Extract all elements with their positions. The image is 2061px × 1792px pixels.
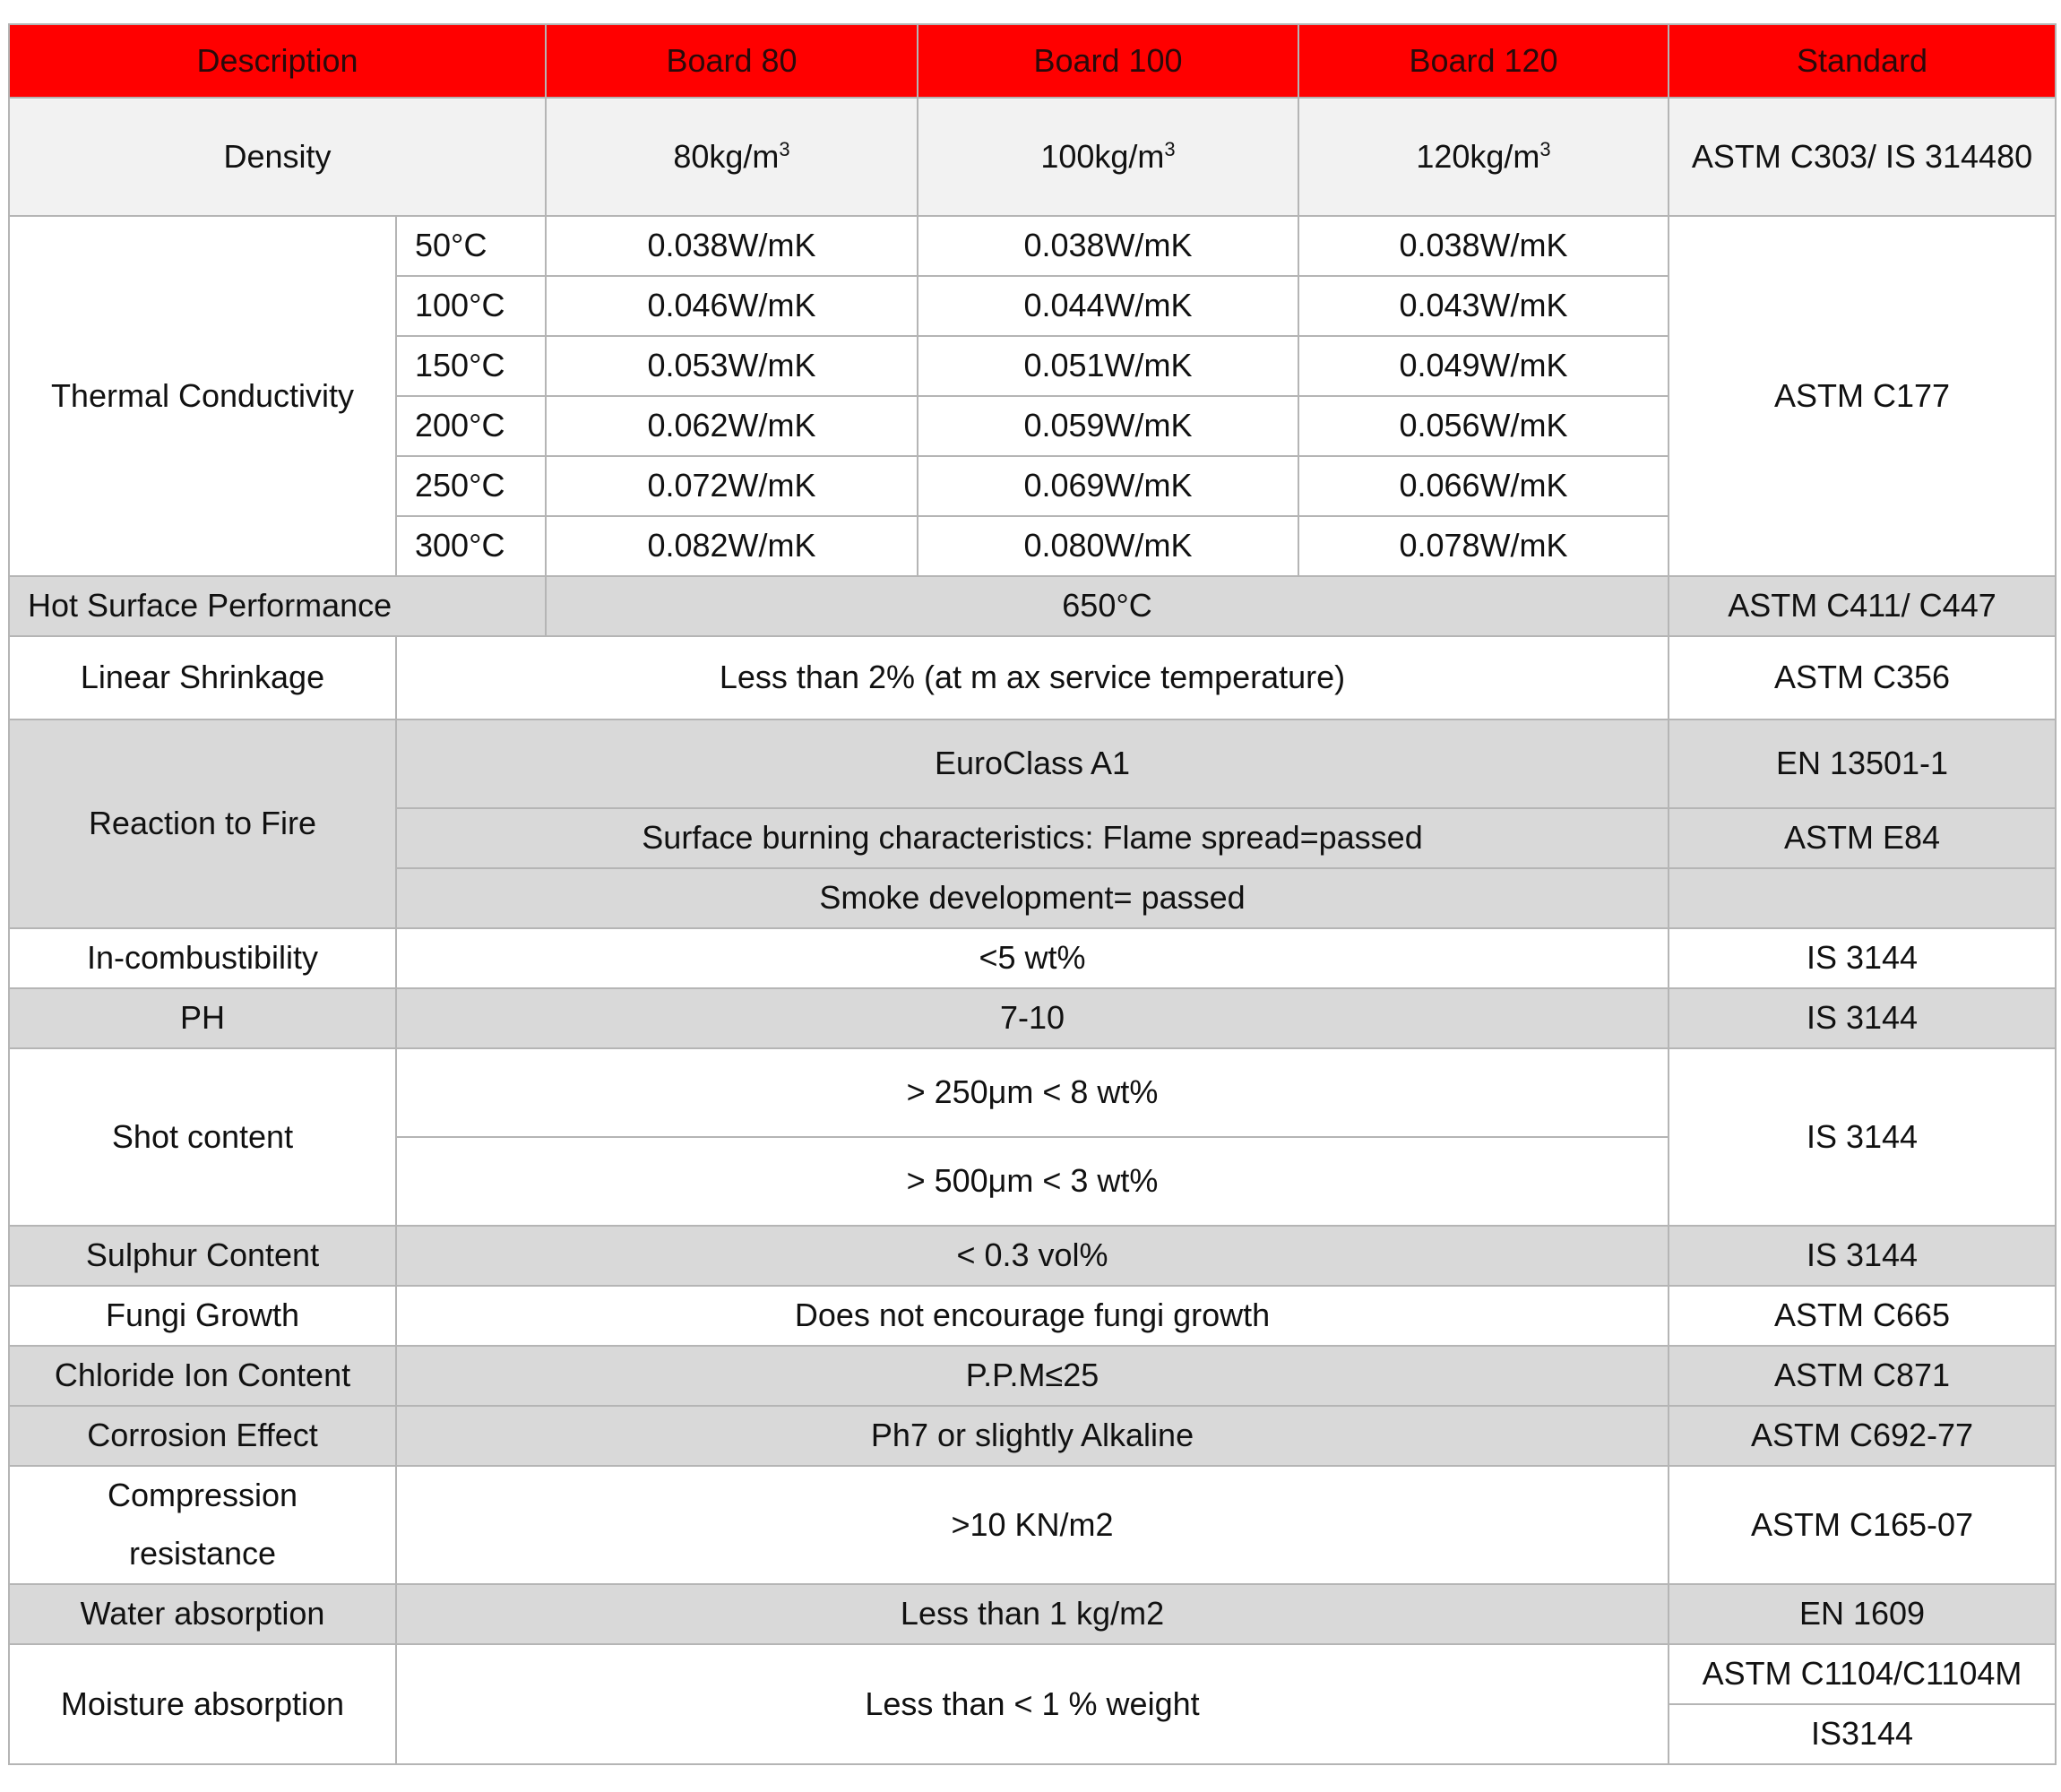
thermal-board-120: 0.038W/mK <box>1298 216 1669 276</box>
density-board-100: $100kg/m^3$ <box>918 98 1298 216</box>
incombustibility-value: <5 wt% <box>396 928 1669 988</box>
sulphur-standard: IS 3144 <box>1669 1226 2056 1286</box>
chloride-value: P.P.M≤25 <box>396 1346 1669 1406</box>
corrosion-standard: ASTM C692-77 <box>1669 1406 2056 1466</box>
thermal-row <box>9 216 2056 276</box>
reaction-fire-standard <box>1669 868 2056 928</box>
shot-content-standard: IS 3144 <box>1669 1048 2056 1226</box>
thermal-temp: 50°C <box>396 216 546 276</box>
ph-standard: IS 3144 <box>1669 988 2056 1048</box>
thermal-board-120: 0.056W/mK <box>1298 396 1669 456</box>
ph-value: 7-10 <box>396 988 1669 1048</box>
compression-value: >10 KN/m2 <box>396 1466 1669 1584</box>
ph-row <box>9 988 2056 1048</box>
shot-content-label: Shot content <box>9 1048 396 1226</box>
incombustibility-row <box>9 928 2056 988</box>
shot-content-row <box>9 1048 2056 1137</box>
corrosion-row <box>9 1406 2056 1466</box>
linear-shrinkage-standard: ASTM C356 <box>1669 636 2056 719</box>
density-board-80: $80kg/m^3$ <box>546 98 918 216</box>
thermal-board-80: 0.046W/mK <box>546 276 918 336</box>
thermal-board-100: 0.044W/mK <box>918 276 1298 336</box>
thermal-board-120: 0.078W/mK <box>1298 516 1669 576</box>
density-standard: ASTM C303/ IS 314480 <box>1669 98 2056 216</box>
hot-surface-row <box>9 576 2056 636</box>
reaction-fire-standard: ASTM E84 <box>1669 808 2056 868</box>
thermal-board-80: 0.062W/mK <box>546 396 918 456</box>
sulphur-value: < 0.3 vol% <box>396 1226 1669 1286</box>
moisture-standard: ASTM C1104/C1104M <box>1669 1644 2056 1704</box>
compression-label: Compression resistance <box>9 1466 396 1584</box>
reaction-fire-standard: EN 13501-1 <box>1669 719 2056 808</box>
density-label: Density <box>9 98 546 216</box>
density-row <box>9 98 2056 216</box>
specification-table <box>8 23 2057 1765</box>
thermal-board-100: 0.080W/mK <box>918 516 1298 576</box>
thermal-board-100: 0.051W/mK <box>918 336 1298 396</box>
ph-label: PH <box>9 988 396 1048</box>
thermal-board-120: 0.066W/mK <box>1298 456 1669 516</box>
reaction-fire-label: Reaction to Fire <box>9 719 396 928</box>
thermal-board-80: 0.082W/mK <box>546 516 918 576</box>
chloride-label: Chloride Ion Content <box>9 1346 396 1406</box>
sulphur-label: Sulphur Content <box>9 1226 396 1286</box>
fungi-row <box>9 1286 2056 1346</box>
reaction-fire-row <box>9 719 2056 808</box>
moisture-value: Less than < 1 % weight <box>396 1644 1669 1764</box>
thermal-temp: 150°C <box>396 336 546 396</box>
header-board-100: Board 100 <box>918 24 1298 98</box>
thermal-board-120: 0.049W/mK <box>1298 336 1669 396</box>
linear-shrinkage-value: Less than 2% (at m ax service temperature) <box>396 636 1669 719</box>
hot-surface-value: 650°C <box>546 576 1669 636</box>
water-value: Less than 1 kg/m2 <box>396 1584 1669 1644</box>
thermal-label: Thermal Conductivity <box>9 216 396 576</box>
shot-content-value: > 250μm < 8 wt% <box>396 1048 1669 1137</box>
header-board-80: Board 80 <box>546 24 918 98</box>
thermal-standard: ASTM C177 <box>1669 216 2056 576</box>
fungi-label: Fungi Growth <box>9 1286 396 1346</box>
reaction-fire-value: Smoke development= passed <box>396 868 1669 928</box>
incombustibility-standard: IS 3144 <box>1669 928 2056 988</box>
incombustibility-label: In-combustibility <box>9 928 396 988</box>
linear-shrinkage-label: Linear Shrinkage <box>9 636 396 719</box>
linear-shrinkage-row <box>9 636 2056 719</box>
corrosion-label: Corrosion Effect <box>9 1406 396 1466</box>
reaction-fire-value: EuroClass A1 <box>396 719 1669 808</box>
chloride-standard: ASTM C871 <box>1669 1346 2056 1406</box>
compression-row <box>9 1466 2056 1584</box>
thermal-board-120: 0.043W/mK <box>1298 276 1669 336</box>
thermal-board-80: 0.072W/mK <box>546 456 918 516</box>
header-description: Description <box>9 24 546 98</box>
water-label: Water absorption <box>9 1584 396 1644</box>
thermal-board-80: 0.053W/mK <box>546 336 918 396</box>
thermal-board-100: 0.059W/mK <box>918 396 1298 456</box>
chloride-row <box>9 1346 2056 1406</box>
hot-surface-label: Hot Surface Performance <box>9 576 546 636</box>
thermal-temp: 250°C <box>396 456 546 516</box>
water-standard: EN 1609 <box>1669 1584 2056 1644</box>
shot-content-value: > 500μm < 3 wt% <box>396 1137 1669 1226</box>
compression-standard: ASTM C165-07 <box>1669 1466 2056 1584</box>
hot-surface-standard: ASTM C411/ C447 <box>1669 576 2056 636</box>
moisture-row <box>9 1644 2056 1704</box>
water-row <box>9 1584 2056 1644</box>
header-board-120: Board 120 <box>1298 24 1669 98</box>
header-row <box>9 24 2056 98</box>
thermal-board-100: 0.038W/mK <box>918 216 1298 276</box>
thermal-temp: 300°C <box>396 516 546 576</box>
thermal-temp: 200°C <box>396 396 546 456</box>
reaction-fire-value: Surface burning characteristics: Flame spread=passed <box>396 808 1669 868</box>
fungi-value: Does not encourage fungi growth <box>396 1286 1669 1346</box>
thermal-board-80: 0.038W/mK <box>546 216 918 276</box>
moisture-label: Moisture absorption <box>9 1644 396 1764</box>
moisture-standard: IS3144 <box>1669 1704 2056 1764</box>
fungi-standard: ASTM C665 <box>1669 1286 2056 1346</box>
header-standard: Standard <box>1669 24 2056 98</box>
density-board-120: $120kg/m^3$ <box>1298 98 1669 216</box>
thermal-temp: 100°C <box>396 276 546 336</box>
thermal-board-100: 0.069W/mK <box>918 456 1298 516</box>
corrosion-value: Ph7 or slightly Alkaline <box>396 1406 1669 1466</box>
sulphur-row <box>9 1226 2056 1286</box>
